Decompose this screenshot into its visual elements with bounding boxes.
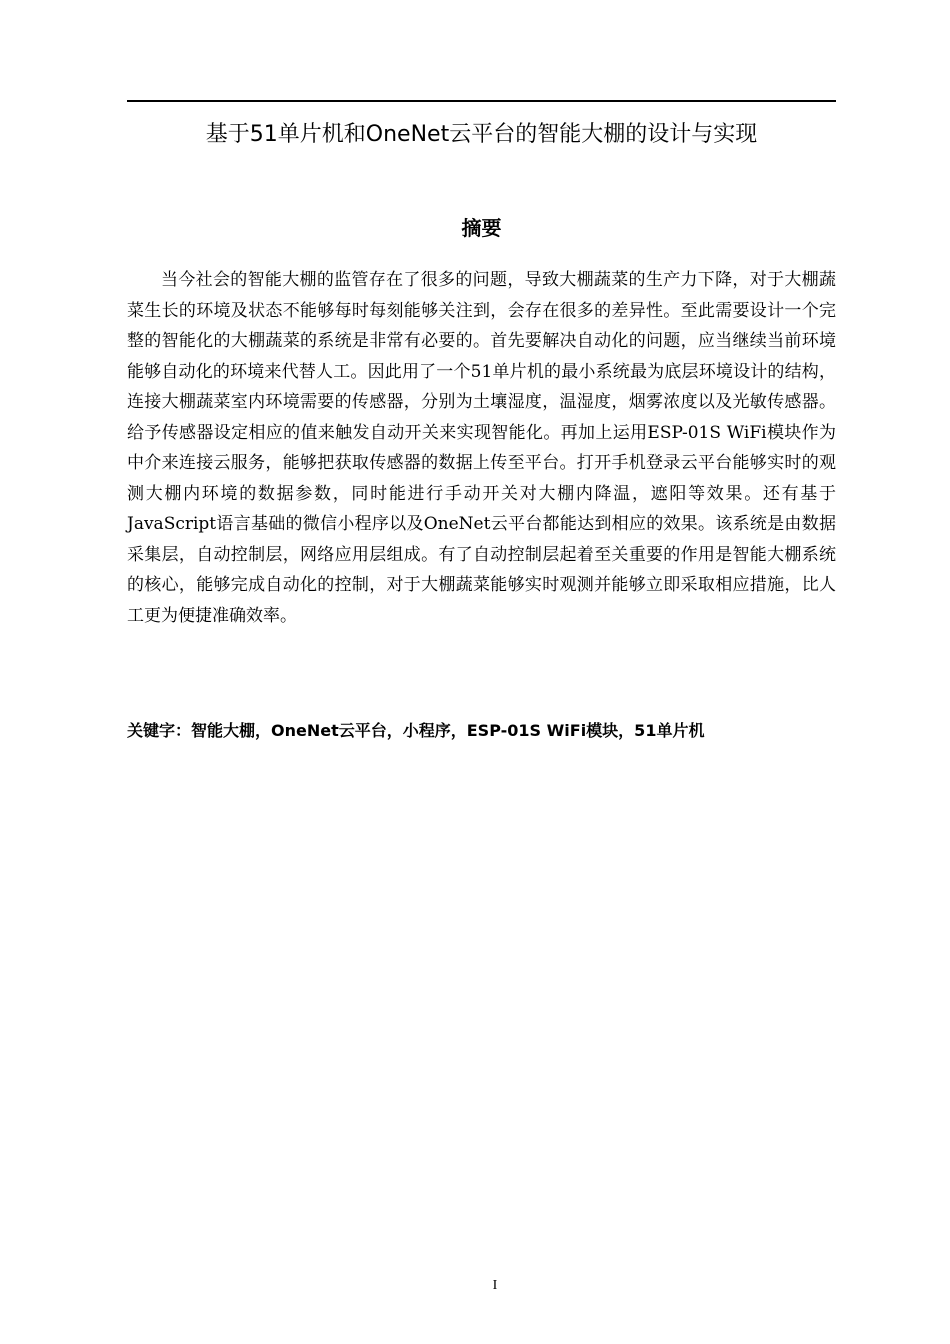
abstract-heading: 摘要 bbox=[461, 216, 502, 240]
page-number: I bbox=[492, 1278, 498, 1293]
header-rule bbox=[127, 100, 836, 102]
abstract-body: 当今社会的智能大棚的监管存在了很多的问题，导致大棚蔬菜的生产力下降，对于大棚蔬菜生长的环境及状态不能够每时每刻能够关注到，会存在很多的差异性。至此需要设计一个完整的智能化的大棚蔬菜的系统是非常有必要的。首先要解决自动化的问题，应当继续当前环境能够自动化的环境来代替人工。因此用了一个51单片机的最小系统最为底层环境设计的结构，连接大棚蔬菜室内环境需要的传感器，分别为土壤湿度，温湿度，烟雾浓度以及光敏传感器。给予传感器设定相应的值来触发自动开关来实现智能化。再加上运用ESP-01S WiFi模块作为中介来连接云服务，能够把获取传感器的数据上传至平台。打开手机登录云平台能够实时的观测大棚内环境的数据参数，同时能进行手动开关对大棚内降温，遮阳等效果。还有基于JavaScript语言基础的微信小程序以及OneNet云平台都能达到相应的效果。该系统是由数据采集层，自动控制层，网络应用层组成。有了自动控制层起着至关重要的作用是智能大棚系统的核心，能够完成自动化的控制，对于大棚蔬菜能够实时观测并能够立即采取相应措施，比人工更为便捷准确效率。 bbox=[127, 270, 836, 626]
document-title: 基于51单片机和OneNet云平台的智能大棚的设计与实现 bbox=[205, 122, 758, 147]
keywords-line: 关键字：智能大棚，OneNet云平台，小程序，ESP-01S WiFi模块，51单片机 bbox=[127, 721, 705, 740]
